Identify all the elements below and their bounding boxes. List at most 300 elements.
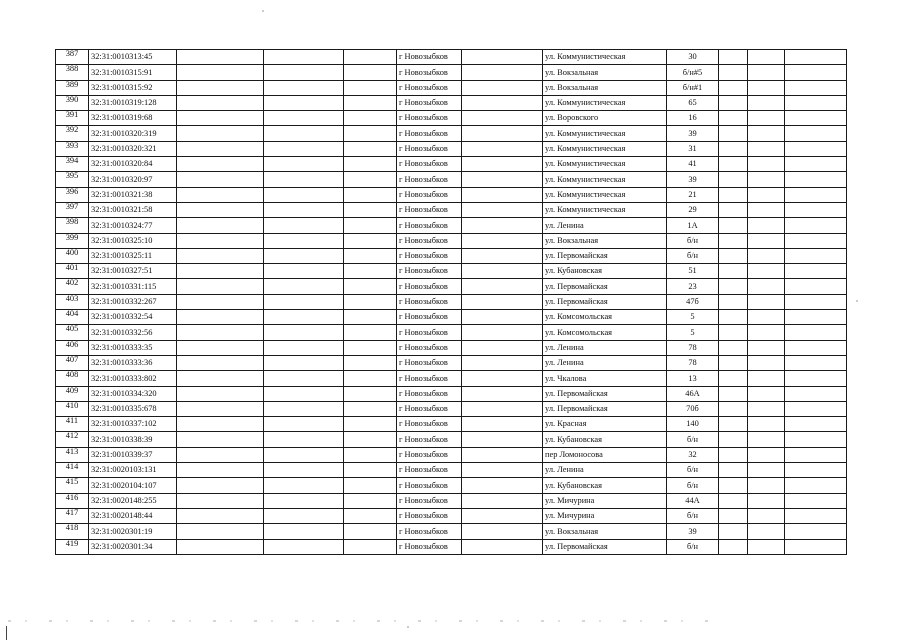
- table-row: [56, 233, 847, 248]
- empty-cell: [344, 95, 397, 110]
- empty-cell: [785, 508, 847, 523]
- house-number-cell: [667, 325, 719, 340]
- cadastral-number-cell: [89, 401, 177, 416]
- row-number-cell-text: 405: [65, 324, 79, 334]
- row-number-cell: [56, 371, 89, 386]
- empty-cell: [264, 80, 344, 95]
- row-number-cell: [56, 539, 89, 554]
- table-row: [56, 279, 847, 294]
- registry-table: [55, 49, 847, 555]
- empty-cell: [264, 325, 344, 340]
- row-number-cell-text: 393: [65, 141, 79, 150]
- city-prefix: г: [399, 113, 403, 123]
- street-cell: [543, 264, 667, 279]
- empty-cell: [748, 310, 785, 325]
- cadastral-number-cell-text: 32:31:0020148:255: [91, 495, 157, 505]
- row-number-cell: [56, 386, 89, 401]
- empty-cell: [462, 325, 543, 340]
- empty-cell: [344, 248, 397, 263]
- row-number-cell-text: 389: [65, 80, 79, 89]
- empty-cell: [462, 80, 543, 95]
- house-number-cell: [667, 218, 719, 233]
- row-number-cell: [56, 340, 89, 355]
- street-cell: [543, 539, 667, 554]
- street-cell-text: ул. Чкалова: [545, 373, 587, 383]
- house-number-cell: [667, 294, 719, 309]
- row-number-cell-text: 391: [65, 110, 79, 120]
- empty-cell: [344, 325, 397, 340]
- empty-cell: [719, 310, 748, 325]
- empty-cell: [719, 95, 748, 110]
- street-cell-text: пер Ломоносова: [545, 450, 603, 460]
- table-row: [56, 493, 847, 508]
- street-cell-text: ул. Первомайская: [545, 541, 608, 551]
- city-cell: [397, 355, 462, 370]
- house-number-cell: [667, 264, 719, 279]
- city-cell: [397, 50, 462, 65]
- city-cell: [397, 371, 462, 386]
- row-number-cell-text: 415: [65, 477, 79, 487]
- empty-cell: [462, 386, 543, 401]
- empty-cell: [748, 233, 785, 248]
- city-cell: [397, 386, 462, 401]
- city-name: Новозыбков: [404, 98, 448, 108]
- table-row: [56, 65, 847, 80]
- empty-cell: [344, 340, 397, 355]
- street-cell: [543, 310, 667, 325]
- empty-cell: [462, 202, 543, 217]
- city-cell: [397, 524, 462, 539]
- empty-cell: [462, 248, 543, 263]
- house-number-cell-text: 78: [688, 342, 697, 352]
- row-number-cell: [56, 65, 89, 80]
- row-number-cell-text: 418: [65, 523, 79, 533]
- cadastral-number-cell-text: 32:31:0020148:44: [91, 511, 153, 521]
- empty-cell: [344, 447, 397, 462]
- table-row: [56, 141, 847, 156]
- cadastral-number-cell: [89, 386, 177, 401]
- cadastral-number-cell: [89, 463, 177, 478]
- house-number-cell: [667, 279, 719, 294]
- table-row: [56, 355, 847, 370]
- row-number-cell: [56, 233, 89, 248]
- empty-cell: [264, 157, 344, 172]
- house-number-cell: [667, 493, 719, 508]
- city-cell: [397, 187, 462, 202]
- table-row: [56, 294, 847, 309]
- empty-cell: [177, 355, 264, 370]
- row-number-cell-text: 402: [65, 278, 79, 288]
- cadastral-number-cell: [89, 340, 177, 355]
- house-number-cell-text: 1А: [687, 220, 698, 230]
- empty-cell: [748, 157, 785, 172]
- empty-cell: [462, 95, 543, 110]
- house-number-cell: [667, 539, 719, 554]
- empty-cell: [719, 432, 748, 447]
- table-row: [56, 463, 847, 478]
- empty-cell: [462, 340, 543, 355]
- city-prefix: г: [399, 342, 403, 352]
- cadastral-number-cell-text: 32:31:0020301:19: [91, 526, 153, 536]
- city-cell: [397, 478, 462, 493]
- city-prefix: г: [399, 220, 403, 230]
- city-name: Новозыбков: [404, 450, 448, 460]
- street-cell-text: ул. Кубановская: [545, 480, 602, 490]
- empty-cell: [748, 202, 785, 217]
- empty-cell: [748, 447, 785, 462]
- row-number-cell: [56, 463, 89, 478]
- empty-cell: [462, 264, 543, 279]
- empty-cell: [462, 187, 543, 202]
- table-row: [56, 218, 847, 233]
- cadastral-number-cell-text: 32:31:0010331:115: [91, 281, 157, 291]
- street-cell-text: ул. Ленина: [545, 220, 584, 230]
- house-number-cell-text: 41: [688, 159, 697, 169]
- street-cell: [543, 463, 667, 478]
- city-name: Новозыбков: [404, 189, 448, 199]
- empty-cell: [785, 401, 847, 416]
- cadastral-number-cell: [89, 218, 177, 233]
- house-number-cell-text: 46А: [685, 388, 700, 398]
- street-cell: [543, 371, 667, 386]
- empty-cell: [785, 386, 847, 401]
- house-number-cell: [667, 508, 719, 523]
- empty-cell: [177, 202, 264, 217]
- cadastral-number-cell-text: 32:31:0010334:320: [91, 388, 157, 398]
- empty-cell: [264, 233, 344, 248]
- cadastral-number-cell-text: 32:31:0010321:58: [91, 205, 153, 215]
- cadastral-number-cell-text: 32:31:0010339:37: [91, 450, 153, 460]
- cadastral-number-cell: [89, 233, 177, 248]
- street-cell: [543, 202, 667, 217]
- city-cell: [397, 126, 462, 141]
- city-prefix: г: [399, 480, 403, 490]
- cadastral-number-cell: [89, 508, 177, 523]
- empty-cell: [177, 264, 264, 279]
- empty-cell: [177, 248, 264, 263]
- street-cell-text: ул. Коммунистическая: [545, 174, 626, 184]
- empty-cell: [748, 508, 785, 523]
- empty-cell: [177, 172, 264, 187]
- empty-cell: [264, 539, 344, 554]
- row-number-cell: [56, 172, 89, 187]
- city-prefix: г: [399, 541, 403, 551]
- street-cell-text: ул. Воровского: [545, 113, 599, 123]
- cadastral-number-cell: [89, 524, 177, 539]
- city-name: Новозыбков: [404, 144, 448, 154]
- house-number-cell-text: 23: [688, 281, 697, 291]
- cadastral-number-cell-text: 32:31:0010319:68: [91, 113, 153, 123]
- city-cell: [397, 294, 462, 309]
- street-cell-text: ул. Ленина: [545, 465, 584, 475]
- empty-cell: [177, 325, 264, 340]
- row-number-cell: [56, 126, 89, 141]
- street-cell: [543, 157, 667, 172]
- empty-cell: [177, 463, 264, 478]
- row-number-cell: [56, 524, 89, 539]
- empty-cell: [177, 141, 264, 156]
- table-row: [56, 325, 847, 340]
- cadastral-number-cell: [89, 65, 177, 80]
- cadastral-number-cell-text: 32:31:0020104:107: [91, 480, 157, 490]
- row-number-cell: [56, 508, 89, 523]
- city-cell: [397, 80, 462, 95]
- house-number-cell: [667, 157, 719, 172]
- empty-cell: [719, 187, 748, 202]
- city-name: Новозыбков: [404, 434, 448, 444]
- house-number-cell: [667, 310, 719, 325]
- empty-cell: [344, 524, 397, 539]
- city-prefix: г: [399, 281, 403, 291]
- city-prefix: г: [399, 450, 403, 460]
- empty-cell: [748, 172, 785, 187]
- street-cell-text: ул. Коммунистическая: [545, 52, 626, 62]
- empty-cell: [748, 493, 785, 508]
- cadastral-number-cell-text: 32:31:0010333:36: [91, 358, 153, 368]
- street-cell-text: ул. Вокзальная: [545, 67, 599, 77]
- empty-cell: [785, 172, 847, 187]
- cadastral-number-cell-text: 32:31:0010320:321: [91, 144, 157, 154]
- empty-cell: [719, 279, 748, 294]
- empty-cell: [177, 65, 264, 80]
- street-cell: [543, 218, 667, 233]
- row-number-cell-text: 399: [65, 233, 79, 242]
- city-name: Новозыбков: [404, 480, 448, 490]
- empty-cell: [719, 126, 748, 141]
- empty-cell: [719, 355, 748, 370]
- empty-cell: [177, 401, 264, 416]
- street-cell-text: ул. Вокзальная: [545, 82, 599, 92]
- table-row: [56, 264, 847, 279]
- cadastral-number-cell-text: 32:31:0010320:84: [91, 159, 153, 169]
- registry-table-body: [56, 50, 847, 555]
- table-row: [56, 95, 847, 110]
- house-number-cell-text: 51: [688, 266, 697, 276]
- street-cell: [543, 187, 667, 202]
- cadastral-number-cell: [89, 248, 177, 263]
- city-prefix: г: [399, 98, 403, 108]
- city-name: Новозыбков: [404, 281, 448, 291]
- city-name: Новозыбков: [404, 327, 448, 337]
- empty-cell: [719, 294, 748, 309]
- row-number-cell-text: 401: [65, 263, 79, 273]
- empty-cell: [177, 508, 264, 523]
- empty-cell: [748, 355, 785, 370]
- table-row: [56, 478, 847, 493]
- street-cell-text: ул. Мичурина: [545, 495, 595, 505]
- cadastral-number-cell: [89, 126, 177, 141]
- row-number-cell-text: 407: [65, 355, 79, 364]
- city-cell: [397, 325, 462, 340]
- house-number-cell: [667, 141, 719, 156]
- city-name: Новозыбков: [404, 67, 448, 77]
- empty-cell: [785, 355, 847, 370]
- empty-cell: [344, 126, 397, 141]
- empty-cell: [748, 95, 785, 110]
- empty-cell: [344, 187, 397, 202]
- cadastral-number-cell: [89, 111, 177, 126]
- cadastral-number-cell-text: 32:31:0010335:678: [91, 404, 157, 414]
- house-number-cell: [667, 202, 719, 217]
- empty-cell: [264, 202, 344, 217]
- row-number-cell: [56, 417, 89, 432]
- empty-cell: [785, 126, 847, 141]
- table-row: [56, 447, 847, 462]
- empty-cell: [748, 401, 785, 416]
- row-number-cell-text: 414: [65, 462, 79, 472]
- empty-cell: [264, 218, 344, 233]
- cadastral-number-cell: [89, 50, 177, 65]
- cadastral-number-cell: [89, 172, 177, 187]
- empty-cell: [344, 202, 397, 217]
- empty-cell: [177, 340, 264, 355]
- empty-cell: [785, 218, 847, 233]
- city-name: Новозыбков: [404, 342, 448, 352]
- city-cell: [397, 111, 462, 126]
- table-row: [56, 248, 847, 263]
- empty-cell: [785, 65, 847, 80]
- city-prefix: г: [399, 144, 403, 154]
- house-number-cell: [667, 432, 719, 447]
- house-number-cell-text: 39: [688, 128, 697, 138]
- row-number-cell: [56, 294, 89, 309]
- city-prefix: г: [399, 235, 403, 245]
- empty-cell: [719, 248, 748, 263]
- house-number-cell-text: б/н: [686, 541, 699, 551]
- empty-cell: [748, 141, 785, 156]
- row-number-cell: [56, 202, 89, 217]
- street-cell: [543, 417, 667, 432]
- city-cell: [397, 417, 462, 432]
- cadastral-number-cell: [89, 432, 177, 447]
- city-name: Новозыбков: [404, 511, 448, 521]
- house-number-cell: [667, 386, 719, 401]
- empty-cell: [748, 417, 785, 432]
- empty-cell: [462, 126, 543, 141]
- empty-cell: [344, 463, 397, 478]
- house-number-cell: [667, 80, 719, 95]
- street-cell: [543, 80, 667, 95]
- empty-cell: [719, 371, 748, 386]
- row-number-cell-text: 390: [65, 95, 79, 104]
- empty-cell: [177, 432, 264, 447]
- house-number-cell: [667, 478, 719, 493]
- empty-cell: [748, 111, 785, 126]
- street-cell-text: ул. Коммунистическая: [545, 98, 626, 108]
- empty-cell: [719, 233, 748, 248]
- city-name: Новозыбков: [404, 235, 448, 245]
- city-name: Новозыбков: [404, 174, 448, 184]
- street-cell: [543, 432, 667, 447]
- city-name: Новозыбков: [404, 251, 448, 261]
- row-number-cell: [56, 493, 89, 508]
- cadastral-number-cell: [89, 279, 177, 294]
- street-cell-text: ул. Мичурина: [545, 511, 595, 521]
- row-number-cell: [56, 218, 89, 233]
- empty-cell: [264, 294, 344, 309]
- empty-cell: [264, 417, 344, 432]
- city-prefix: г: [399, 52, 403, 62]
- empty-cell: [785, 417, 847, 432]
- row-number-cell: [56, 401, 89, 416]
- empty-cell: [462, 233, 543, 248]
- empty-cell: [748, 340, 785, 355]
- empty-cell: [785, 80, 847, 95]
- empty-cell: [177, 95, 264, 110]
- house-number-cell: [667, 248, 719, 263]
- street-cell-text: ул. Ленина: [545, 342, 584, 352]
- row-number-cell: [56, 432, 89, 447]
- empty-cell: [177, 539, 264, 554]
- cadastral-number-cell-text: 32:31:0010332:267: [91, 297, 157, 307]
- empty-cell: [719, 264, 748, 279]
- city-prefix: г: [399, 297, 403, 307]
- empty-cell: [719, 218, 748, 233]
- house-number-cell-text: 39: [688, 526, 697, 536]
- empty-cell: [177, 279, 264, 294]
- empty-cell: [748, 279, 785, 294]
- row-number-cell: [56, 141, 89, 156]
- row-number-cell: [56, 50, 89, 65]
- empty-cell: [344, 111, 397, 126]
- empty-cell: [785, 447, 847, 462]
- city-name: Новозыбков: [404, 388, 448, 398]
- house-number-cell: [667, 233, 719, 248]
- empty-cell: [719, 493, 748, 508]
- cadastral-number-cell: [89, 187, 177, 202]
- house-number-cell: [667, 417, 719, 432]
- empty-cell: [462, 157, 543, 172]
- table-row: [56, 111, 847, 126]
- empty-cell: [719, 111, 748, 126]
- city-prefix: г: [399, 128, 403, 138]
- empty-cell: [177, 233, 264, 248]
- empty-cell: [748, 80, 785, 95]
- scan-speck: [856, 300, 858, 302]
- empty-cell: [264, 386, 344, 401]
- cadastral-number-cell: [89, 417, 177, 432]
- empty-cell: [264, 126, 344, 141]
- empty-cell: [785, 463, 847, 478]
- house-number-cell: [667, 401, 719, 416]
- empty-cell: [264, 264, 344, 279]
- empty-cell: [748, 294, 785, 309]
- house-number-cell: [667, 463, 719, 478]
- table-row: [56, 508, 847, 523]
- house-number-cell-text: б/н#1: [682, 82, 703, 92]
- empty-cell: [177, 111, 264, 126]
- city-name: Новозыбков: [404, 159, 448, 169]
- city-prefix: г: [399, 82, 403, 92]
- house-number-cell: [667, 95, 719, 110]
- empty-cell: [462, 172, 543, 187]
- house-number-cell-text: 5: [690, 327, 695, 337]
- empty-cell: [344, 65, 397, 80]
- empty-cell: [462, 141, 543, 156]
- cadastral-number-cell-text: 32:31:0010319:128: [91, 98, 157, 108]
- city-prefix: г: [399, 251, 403, 261]
- empty-cell: [264, 524, 344, 539]
- scan-speck: [262, 10, 264, 12]
- cadastral-number-cell: [89, 95, 177, 110]
- row-number-cell-text: 400: [65, 248, 79, 257]
- row-number-cell: [56, 157, 89, 172]
- empty-cell: [177, 310, 264, 325]
- empty-cell: [344, 233, 397, 248]
- street-cell-text: ул. Вокзальная: [545, 526, 599, 536]
- cadastral-number-cell-text: 32:31:0020301:34: [91, 541, 153, 551]
- empty-cell: [785, 233, 847, 248]
